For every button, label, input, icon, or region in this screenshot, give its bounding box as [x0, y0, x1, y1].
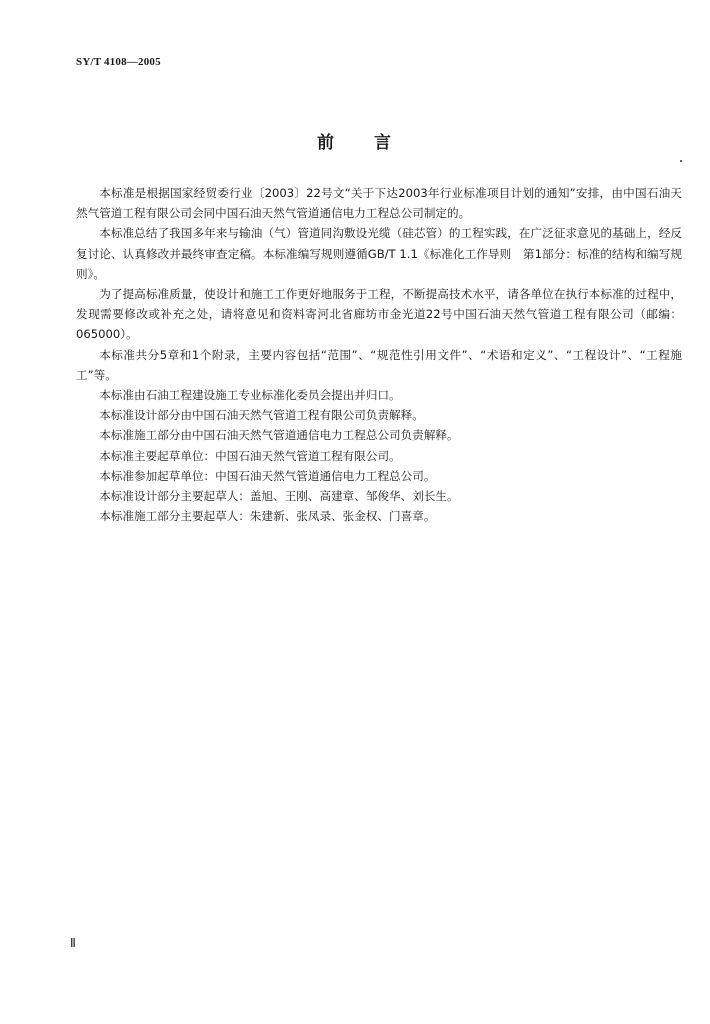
- paragraph-participating-unit: 本标准参加起草单位：中国石油天然气管道通信电力工程总公司。: [99, 468, 436, 483]
- paragraph-structure: 本标准共分5章和1个附录，主要内容包括“范围”、“规范性引用文件”、“术语和定义”、“工程设计”、“工程施工”等。: [76, 347, 682, 382]
- foreword-body: [76, 183, 682, 526]
- paragraph-construction-interpreter: 本标准施工部分由中国石油天然气管道通信电力工程总公司负责解释。: [99, 428, 459, 443]
- page-number: Ⅱ: [70, 936, 76, 950]
- paragraph-construction-drafters: 本标准施工部分主要起草人：朱建新、张凤录、张金权、门喜章。: [99, 509, 436, 524]
- paragraph-design-drafters: 本标准设计部分主要起草人：盖旭、王刚、高建章、邹俊华、刘长生。: [99, 489, 459, 504]
- paragraph-feedback: 为了提高标准质量，使设计和施工工作更好地服务于工程，不断提高技术水平，请各单位在执行本标准的过程中，发现需要修改或补充之处，请将意见和资料寄河北省廊坊市金光道22号中国石油天然气管道工程有限公司（邮编：065000）。: [76, 287, 682, 342]
- paragraph-proposer: 本标准由石油工程建设施工专业标准化委员会提出并归口。: [99, 388, 401, 403]
- paragraph-main-drafter-unit: 本标准主要起草单位：中国石油天然气管道工程有限公司。: [99, 448, 401, 463]
- paragraph-summary: 本标准总结了我国多年来与输油（气）管道同沟敷设光缆（硅芯管）的工程实践，在广泛征求意见的基础上，经反复讨论、认真修改并最终审查定稿。本标准编写规则遵循GB/T 1.1《标准化工作导则 第1部分：标准的结构和编写规则》。: [76, 226, 682, 281]
- paragraph-source: 本标准是根据国家经贸委行业〔2003〕22号文“关于下达2003年行业标准项目计划的通知”安排，由中国石油天然气管道工程有限公司会同中国石油天然气管道通信电力工程总公司制定的。: [76, 186, 682, 221]
- standard-number: SY/T 4108—2005: [76, 56, 161, 68]
- page-title: 前言: [317, 133, 431, 153]
- paragraph-design-interpreter: 本标准设计部分由中国石油天然气管道工程有限公司负责解释。: [99, 408, 424, 423]
- scan-speck: [680, 160, 682, 162]
